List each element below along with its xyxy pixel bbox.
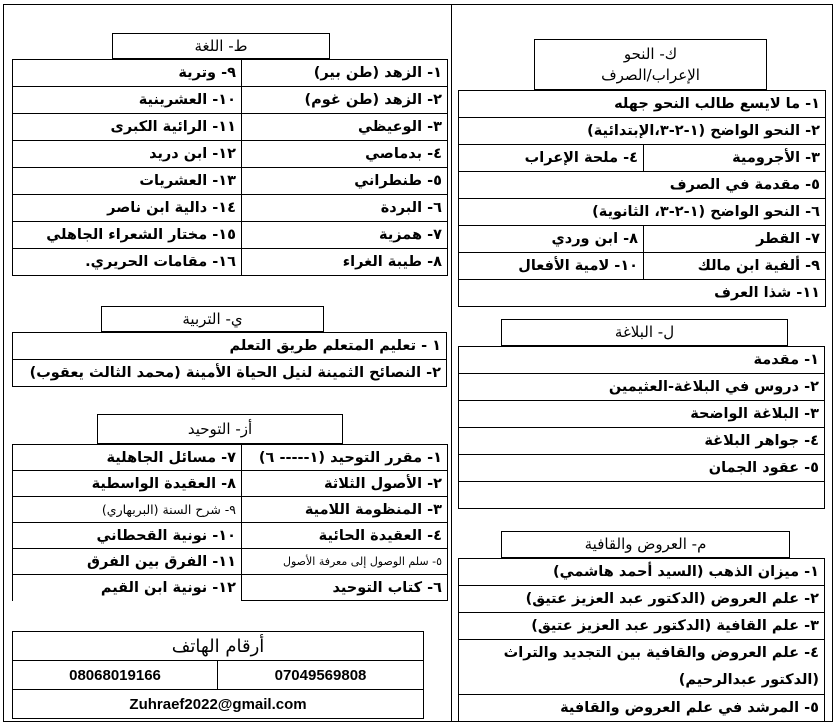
section-header-tawhid: أز- التوحيد — [97, 414, 343, 444]
column-divider — [451, 4, 452, 722]
table-row — [13, 549, 448, 575]
lugha-table — [12, 59, 448, 276]
table-row — [459, 640, 825, 695]
table-row — [459, 482, 825, 509]
lugha-item: ١- الزهد (طن بير) — [242, 60, 448, 87]
tawhid-item: ٨- العقيدة الواسطية — [13, 471, 242, 497]
table-row — [459, 401, 825, 428]
nahw-item: ٣- الأجرومية — [644, 145, 826, 172]
tawhid-item: ٧- مسائل الجاهلية — [13, 445, 242, 471]
nahw-item: ٦- النحو الواضح (١-٢-٣، الثانوية) — [459, 199, 826, 226]
lugha-item: ٥- طنطراني — [242, 168, 448, 195]
lugha-item: ٣- الوعيظي — [242, 114, 448, 141]
table-row — [13, 575, 448, 601]
table-row — [13, 249, 448, 276]
balagha-item: ٤- جواهر البلاغة — [459, 428, 825, 455]
table-row — [13, 661, 424, 690]
arud-item: ٣- علم القافية (الدكتور عبد العزيز عتيق) — [459, 613, 825, 640]
section-header-nahw — [534, 39, 767, 90]
lugha-item: ١٥- مختار الشعراء الجاهلي — [13, 222, 242, 249]
nahw-item: ١١- شذا العرف — [459, 280, 826, 307]
contact-table — [12, 631, 424, 719]
balagha-item: ٥- عقود الجمان — [459, 455, 825, 482]
table-row — [13, 141, 448, 168]
arud-item-line: ٤- علم العروض والقافية بين التجديد والتراث — [503, 645, 819, 661]
table-row — [13, 690, 424, 719]
table-row — [13, 632, 424, 661]
section-header-arud: م- العروض والقافية — [501, 531, 790, 558]
phone-number[interactable]: 08068019166 — [13, 661, 218, 690]
table-row — [13, 333, 447, 360]
arud-item: ٥- المرشد في علم العروض والقافية — [459, 695, 825, 722]
table-row — [13, 497, 448, 523]
tawhid-item: ٣- المنظومة اللامية — [242, 497, 448, 523]
table-row — [459, 586, 825, 613]
tawhid-item: ٩- شرح السنة (البربهاري) — [13, 497, 242, 523]
table-row — [13, 195, 448, 222]
lugha-item: ١١- الرائية الكبرى — [13, 114, 242, 141]
nahw-table — [458, 90, 826, 307]
tawhid-item: ٥- سلم الوصول إلى معرفة الأصول — [242, 549, 448, 575]
lugha-item: ١٠- العشرينية — [13, 87, 242, 114]
table-row — [13, 222, 448, 249]
table-row — [459, 172, 826, 199]
lugha-item: ١٣- العشريات — [13, 168, 242, 195]
tawhid-item: ٦- كتاب التوحيد — [242, 575, 448, 601]
table-row — [459, 428, 825, 455]
table-row — [13, 60, 448, 87]
table-row — [459, 253, 826, 280]
table-row — [13, 360, 447, 387]
contact-title: أرقام الهاتف — [13, 632, 424, 661]
tawhid-item: ١- مقرر التوحيد (١----- ٦) — [242, 445, 448, 471]
lugha-item: ٧- همزية — [242, 222, 448, 249]
lugha-item: ١٤- دالية ابن ناصر — [13, 195, 242, 222]
nahw-item: ١٠- لامية الأفعال — [459, 253, 644, 280]
lugha-item: ٤- بدماصي — [242, 141, 448, 168]
lugha-item: ١٢- ابن دريد — [13, 141, 242, 168]
balagha-item: ٣- البلاغة الواضحة — [459, 401, 825, 428]
lugha-item: ٨- طيبة الغراء — [242, 249, 448, 276]
balagha-table — [458, 346, 825, 509]
balagha-item: ٢- دروس في البلاغة-العثيمين — [459, 374, 825, 401]
lugha-item: ٦- البردة — [242, 195, 448, 222]
table-row — [13, 168, 448, 195]
tawhid-item: ٢- الأصول الثلاثة — [242, 471, 448, 497]
table-row — [459, 613, 825, 640]
nahw-item: ٨- ابن وردي — [459, 226, 644, 253]
table-row — [459, 374, 825, 401]
table-row — [13, 87, 448, 114]
table-row — [13, 471, 448, 497]
lugha-item: ٢- الزهد (طن غوم) — [242, 87, 448, 114]
tarbiya-table — [12, 332, 447, 387]
phone-number[interactable]: 07049569808 — [218, 661, 424, 690]
table-row — [459, 226, 826, 253]
tawhid-item: ٤- العقيدة الحائية — [242, 523, 448, 549]
nahw-item: ٥- مقدمة في الصرف — [459, 172, 826, 199]
table-row — [13, 445, 448, 471]
table-row — [459, 347, 825, 374]
table-row — [459, 145, 826, 172]
table-row — [459, 199, 826, 226]
tarbiya-item: ١ - تعليم المتعلم طريق التعلم — [13, 333, 447, 360]
nahw-item: ٧- القطر — [644, 226, 826, 253]
arud-item-line: (الدكتور عبدالرحيم) — [678, 672, 819, 688]
section-header-lugha: ط- اللغة — [112, 33, 330, 59]
lugha-item: ١٦- مقامات الحريري. — [13, 249, 242, 276]
table-row — [459, 118, 826, 145]
nahw-item: ١- ما لايسع طالب النحو جهله — [459, 91, 826, 118]
table-row — [459, 455, 825, 482]
nahw-item: ٤- ملحة الإعراب — [459, 145, 644, 172]
table-row — [459, 695, 825, 722]
balagha-item-empty — [459, 482, 825, 509]
nahw-subtitle: الإعراب/الصرف — [601, 65, 700, 84]
balagha-item: ١- مقدمة — [459, 347, 825, 374]
lugha-item: ٩- وترية — [13, 60, 242, 87]
table-row — [13, 114, 448, 141]
email-address[interactable]: Zuhraef2022@gmail.com — [13, 690, 424, 719]
arud-item — [459, 640, 825, 695]
section-header-balagha: ل- البلاغة — [501, 319, 788, 346]
arud-item: ١- ميزان الذهب (السيد أحمد هاشمي) — [459, 559, 825, 586]
tawhid-table — [12, 444, 448, 601]
tawhid-item: ١٠- نونية القحطاني — [13, 523, 242, 549]
table-row — [13, 523, 448, 549]
tarbiya-item: ٢- النصائح الثمينة لنيل الحياة الأمينة (محمد الثالث يعقوب) — [13, 360, 447, 387]
tawhid-item: ١٢- نونية ابن القيم — [13, 575, 242, 601]
table-row — [459, 280, 826, 307]
nahw-item: ٢- النحو الواضح (١-٢-٣،الإبتدائية) — [459, 118, 826, 145]
table-row — [459, 559, 825, 586]
nahw-title: ك- النحو — [623, 45, 678, 64]
arud-table — [458, 558, 825, 722]
nahw-item: ٩- ألفية ابن مالك — [644, 253, 826, 280]
table-row — [459, 91, 826, 118]
tawhid-item: ١١- الفرق بين الفرق — [13, 549, 242, 575]
arud-item: ٢- علم العروض (الدكتور عبد العزيز عتيق) — [459, 586, 825, 613]
section-header-tarbiya: ي- التربية — [101, 306, 324, 332]
